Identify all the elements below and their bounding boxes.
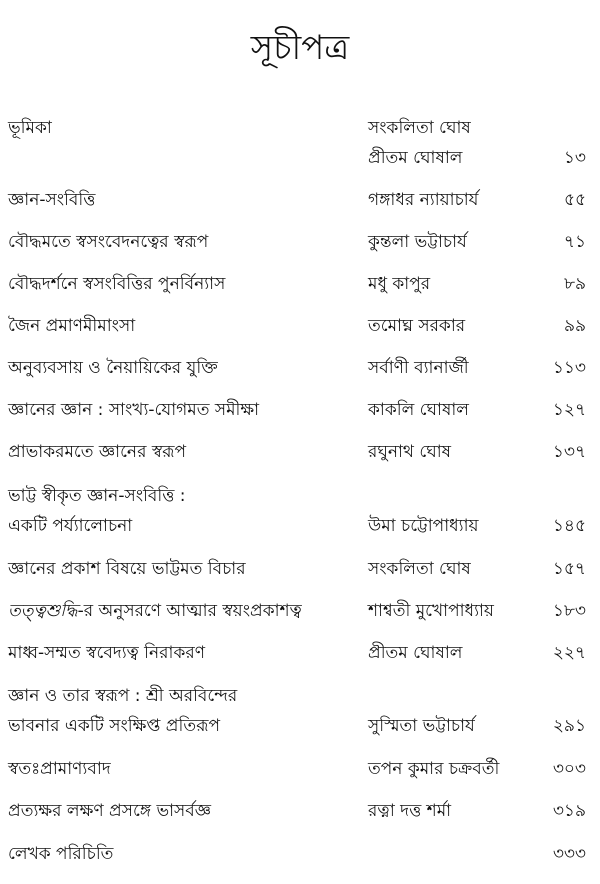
toc-page: ৩০৩ (552, 759, 586, 779)
toc-page: ১১৩ (552, 358, 586, 378)
toc-author: গঙ্গাধর ন্যায়াচার্য (368, 190, 479, 210)
toc-title: জ্ঞান ও তার স্বরূপ : শ্রী অরবিন্দের (8, 686, 238, 706)
toc-title: ভূমিকা (8, 118, 52, 138)
toc-title: জৈন প্রমাণমীমাংসা (8, 316, 136, 336)
toc-title: জ্ঞান-সংবিত্তি (8, 190, 96, 210)
toc-page: ১৮৩ (552, 601, 586, 621)
toc-page: ৯৯ (563, 316, 586, 336)
toc-page: ১২৭ (552, 400, 586, 420)
toc-page: ৩১৯ (552, 801, 586, 821)
toc-title: মাধ্ব-সম্মত স্ববেদ্যত্ব নিরাকরণ (8, 643, 205, 663)
toc-author: কুন্তলা ভট্টাচার্য (368, 232, 467, 252)
toc-title: প্রত্যক্ষর লক্ষণ প্রসঙ্গে ভাসর্বজ্ঞ (8, 801, 212, 821)
toc-page: ১৪৫ (552, 516, 586, 536)
toc-page: ৩৩৩ (552, 844, 586, 864)
toc-title: জ্ঞানের জ্ঞান : সাংখ্য-যোগমত সমীক্ষা (8, 400, 260, 420)
page-title: সূচীপত্র (250, 28, 350, 68)
toc-page: ১৩ (563, 148, 586, 168)
toc-author: প্রীতম ঘোষাল (368, 643, 463, 663)
toc-author: উমা চট্টোপাধ্যায় (368, 516, 479, 536)
toc-page: ৫৫ (563, 190, 586, 210)
toc-title-continued: ভাবনার একটি সংক্ষিপ্ত প্রতিরূপ (8, 716, 221, 736)
toc-title: অনুব্যবসায় ও নৈয়ায়িকের যুক্তি (8, 358, 218, 378)
toc-title-rest: -র অনুসরণে আত্মার স্বয়ংপ্রকাশত্ব (77, 601, 302, 621)
toc-author: সংকলিতা ঘোষ (368, 559, 471, 579)
toc-page: ২৯১ (552, 716, 586, 736)
toc-author: সুস্মিতা ভট্টাচার্য (368, 716, 475, 736)
toc-author: তমোঘ্ন সরকার (368, 316, 466, 336)
toc-page: ১৫৭ (552, 559, 586, 579)
toc-title: বৌদ্ধমতে স্বসংবেদনত্বের স্বরূপ (8, 232, 209, 252)
toc-title-book-name: তত্ত্বশুদ্ধি (8, 601, 78, 621)
toc-author: মধু কাপুর (368, 274, 431, 294)
toc-author: রত্না দত্ত শর্মা (368, 801, 452, 821)
toc-author: রঘুনাথ ঘোষ (368, 442, 452, 462)
toc-author: কাকলি ঘোষাল (368, 400, 469, 420)
toc-title (8, 599, 302, 623)
toc-title: স্বতঃপ্রামাণ্যবাদ (8, 759, 111, 779)
toc-title: লেখক পরিচিতি (8, 844, 114, 864)
toc-author: শাশ্বতী মুখোপাধ্যায় (368, 601, 494, 621)
toc-author: প্রীতম ঘোষাল (368, 148, 463, 168)
toc-page: ৭১ (563, 232, 586, 252)
toc-author: সর্বাণী ব্যানার্জী (368, 358, 469, 378)
toc-title: প্রাভাকরমতে জ্ঞানের স্বরূপ (8, 442, 187, 462)
toc-title: বৌদ্ধদর্শনে স্বসংবিত্তির পুনর্বিন্যাস (8, 274, 226, 294)
toc-page: ১৩৭ (552, 442, 586, 462)
toc-title-continued: একটি পর্য্যালোচনা (8, 516, 133, 536)
toc-author: তপন কুমার চক্রবর্তী (368, 759, 500, 779)
toc-author: সংকলিতা ঘোষ (368, 118, 471, 138)
toc-page: ৮৯ (563, 274, 586, 294)
toc-page: ২২৭ (552, 643, 586, 663)
toc-title: ভাট্ট স্বীকৃত জ্ঞান-সংবিত্তি : (8, 486, 186, 506)
toc-title: জ্ঞানের প্রকাশ বিষয়ে ভাট্টমত বিচার (8, 559, 246, 579)
